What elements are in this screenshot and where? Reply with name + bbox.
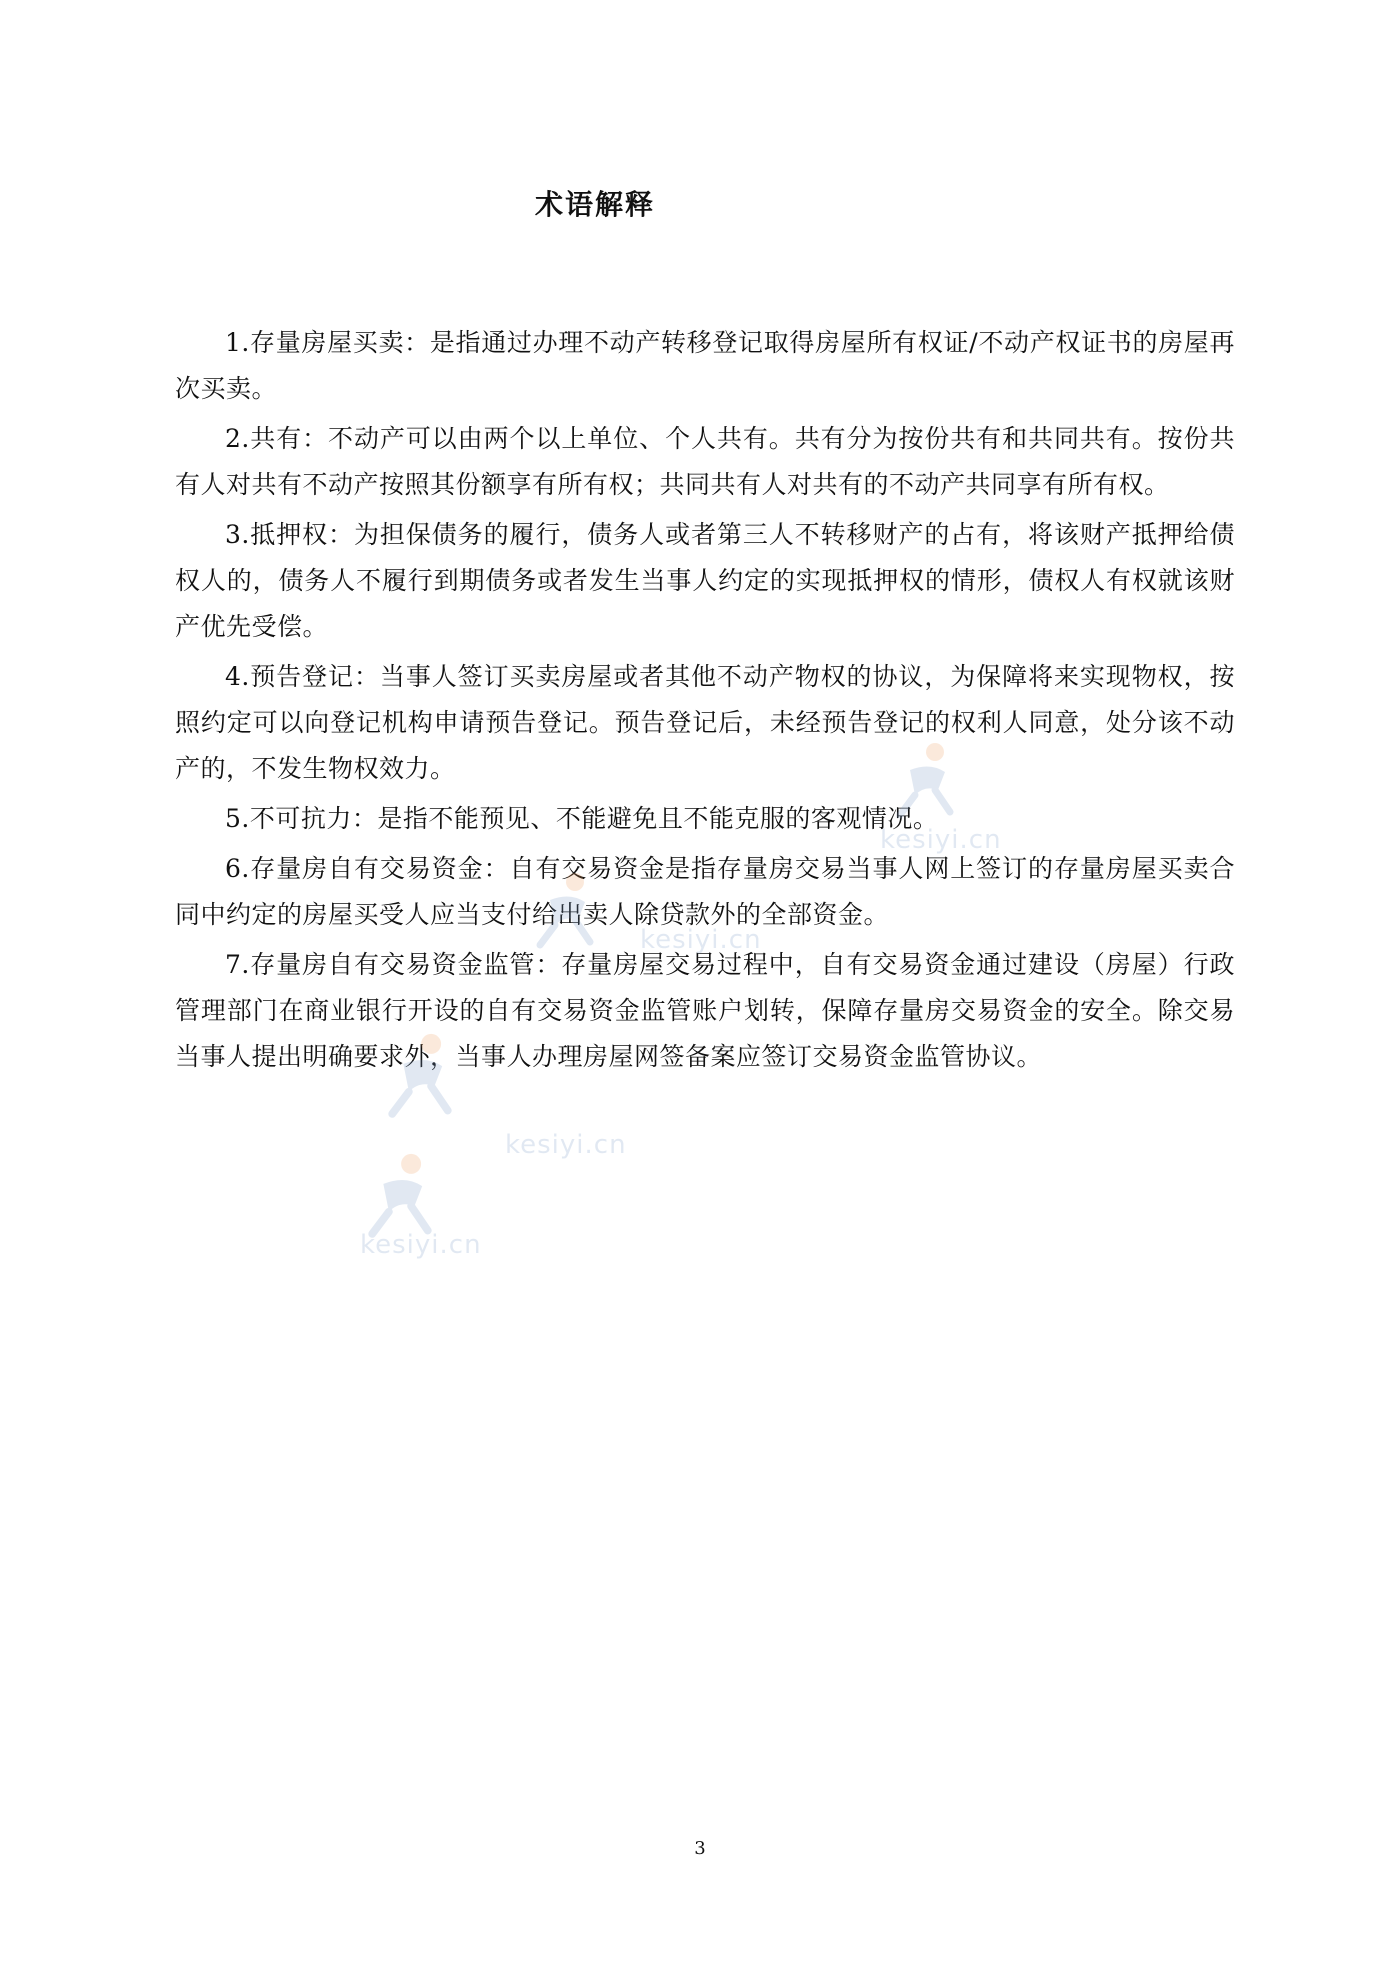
term-paragraph-1: 1.存量房屋买卖：是指通过办理不动产转移登记取得房屋所有权证/不动产权证书的房屋再次买卖。 [175, 328, 1235, 403]
page-number: 3 [694, 1838, 706, 1859]
runner-logo-icon [350, 1150, 450, 1240]
watermark-text-1: kesiyi.cn [880, 825, 1002, 855]
term-paragraph-4: 4.预告登记：当事人签订买卖房屋或者其他不动产物权的协议，为保障将来实现物权，按照约定可以向登记机构申请预告登记。预告登记后，未经预告登记的权利人同意，处分该不动产的，不发生物权效力。 [175, 662, 1235, 783]
watermark-text-2: kesiyi.cn [640, 925, 762, 955]
term-paragraph-6: 6.存量房自有交易资金：自有交易资金是指存量房交易当事人网上签订的存量房屋买卖合同中约定的房屋买受人应当支付给出卖人除贷款外的全部资金。 [175, 854, 1235, 929]
term-paragraph-3: 3.抵押权：为担保债务的履行，债务人或者第三人不转移财产的占有，将该财产抵押给债权人的，债务人不履行到期债务或者发生当事人约定的实现抵押权的情形，债权人有权就该财产优先受偿。 [175, 520, 1235, 641]
term-paragraph-7: 7.存量房自有交易资金监管：存量房屋交易过程中，自有交易资金通过建设（房屋）行政管理部门在商业银行开设的自有交易资金监管账户划转，保障存量房交易资金的安全。除交易当事人提出明确要求外，当事人办理房屋网签备案应签订交易资金监管协议。 [175, 950, 1235, 1071]
page-title: 术语解释 [534, 188, 655, 221]
watermark-4 [350, 1150, 450, 1244]
watermark-text-3: kesiyi.cn [505, 1130, 627, 1160]
term-paragraph-2: 2.共有：不动产可以由两个以上单位、个人共有。共有分为按份共有和共同共有。按份共有人对共有不动产按照其份额享有所有权；共同共有人对共有的不动产共同享有所有权。 [175, 424, 1235, 499]
term-paragraph-5: 5.不可抗力：是指不能预见、不能避免且不能克服的客观情况。 [225, 804, 939, 833]
document-body [175, 320, 1235, 1084]
watermark-text-4: kesiyi.cn [360, 1230, 482, 1260]
